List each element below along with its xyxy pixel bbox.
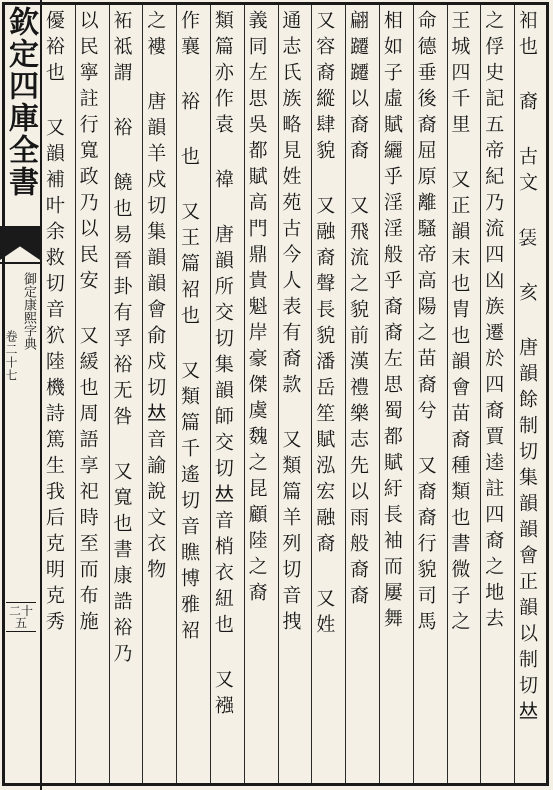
text-column: 又容裔縱肆貌 又融裔聲長貌潘岳笙賦泓宏融裔 又姓 xyxy=(311,4,345,786)
text-column: 以民寧註行寬政乃以民安 又緩也周語享祀時至而布施 xyxy=(75,4,109,786)
text-column: 王城四千里 又正韻末也胄也韻會苗裔種類也書微子之 xyxy=(447,4,481,786)
text-column: 衵也 裔 古文 𧙨 亥 唐韻餘制切集韻韻會正韻以制切𠀤 xyxy=(514,4,548,786)
text-column: 之褸 唐韻羊戍切集韻韻會俞戍切𠀤音諭說文衣物 xyxy=(142,4,176,786)
juan-label: 卷二十七 xyxy=(4,330,18,382)
volume-title: 御定康熙字典 xyxy=(21,272,36,350)
book-title: 欽定四庫全書 xyxy=(3,6,38,198)
text-column: 作襄 裕 也 又王篇袑也 又類篇千遙切音瞧博雅袑 xyxy=(176,4,210,786)
page-number: 二十五 xyxy=(6,602,36,632)
page-border xyxy=(2,2,549,786)
text-column: 通志氏族略見姓苑古今人表有裔款 又類篇羊列切音拽 xyxy=(278,4,312,786)
text-column: 相如子虛賦纚乎淫淫般乎裔裔左思蜀都賦紆長袖而屢舞 xyxy=(379,4,413,786)
text-column: 類篇亦作袁 禕 唐韻所交切集韻師交切𠀤音梢衣紐也 又襁 xyxy=(210,4,244,786)
text-column: 義同左思吳都賦高門鼎貴魁岸豪傑虞魏之昆顧陸之裔 xyxy=(244,4,278,786)
text-column: 優裕也 又韻補叶余救切音狖陸機詩篤生我后克明克秀 xyxy=(42,10,65,637)
text-column: 命德垂後裔屈原離騷帝高陽之苗裔兮 又裔裔行貌司馬 xyxy=(413,4,447,786)
text-column: 袥祗謂 裕 饒也易晉卦有孚裕无咎 又寬也書康誥裕乃 xyxy=(109,4,143,786)
text-column: 翩躚躚以裔裔 又飛流之貌前漢禮樂志先以雨般裔裔 xyxy=(345,4,379,786)
text-column: 之俘史記五帝紀乃流四凶族遷於四裔賈逵註四裔之地去 xyxy=(480,4,514,786)
